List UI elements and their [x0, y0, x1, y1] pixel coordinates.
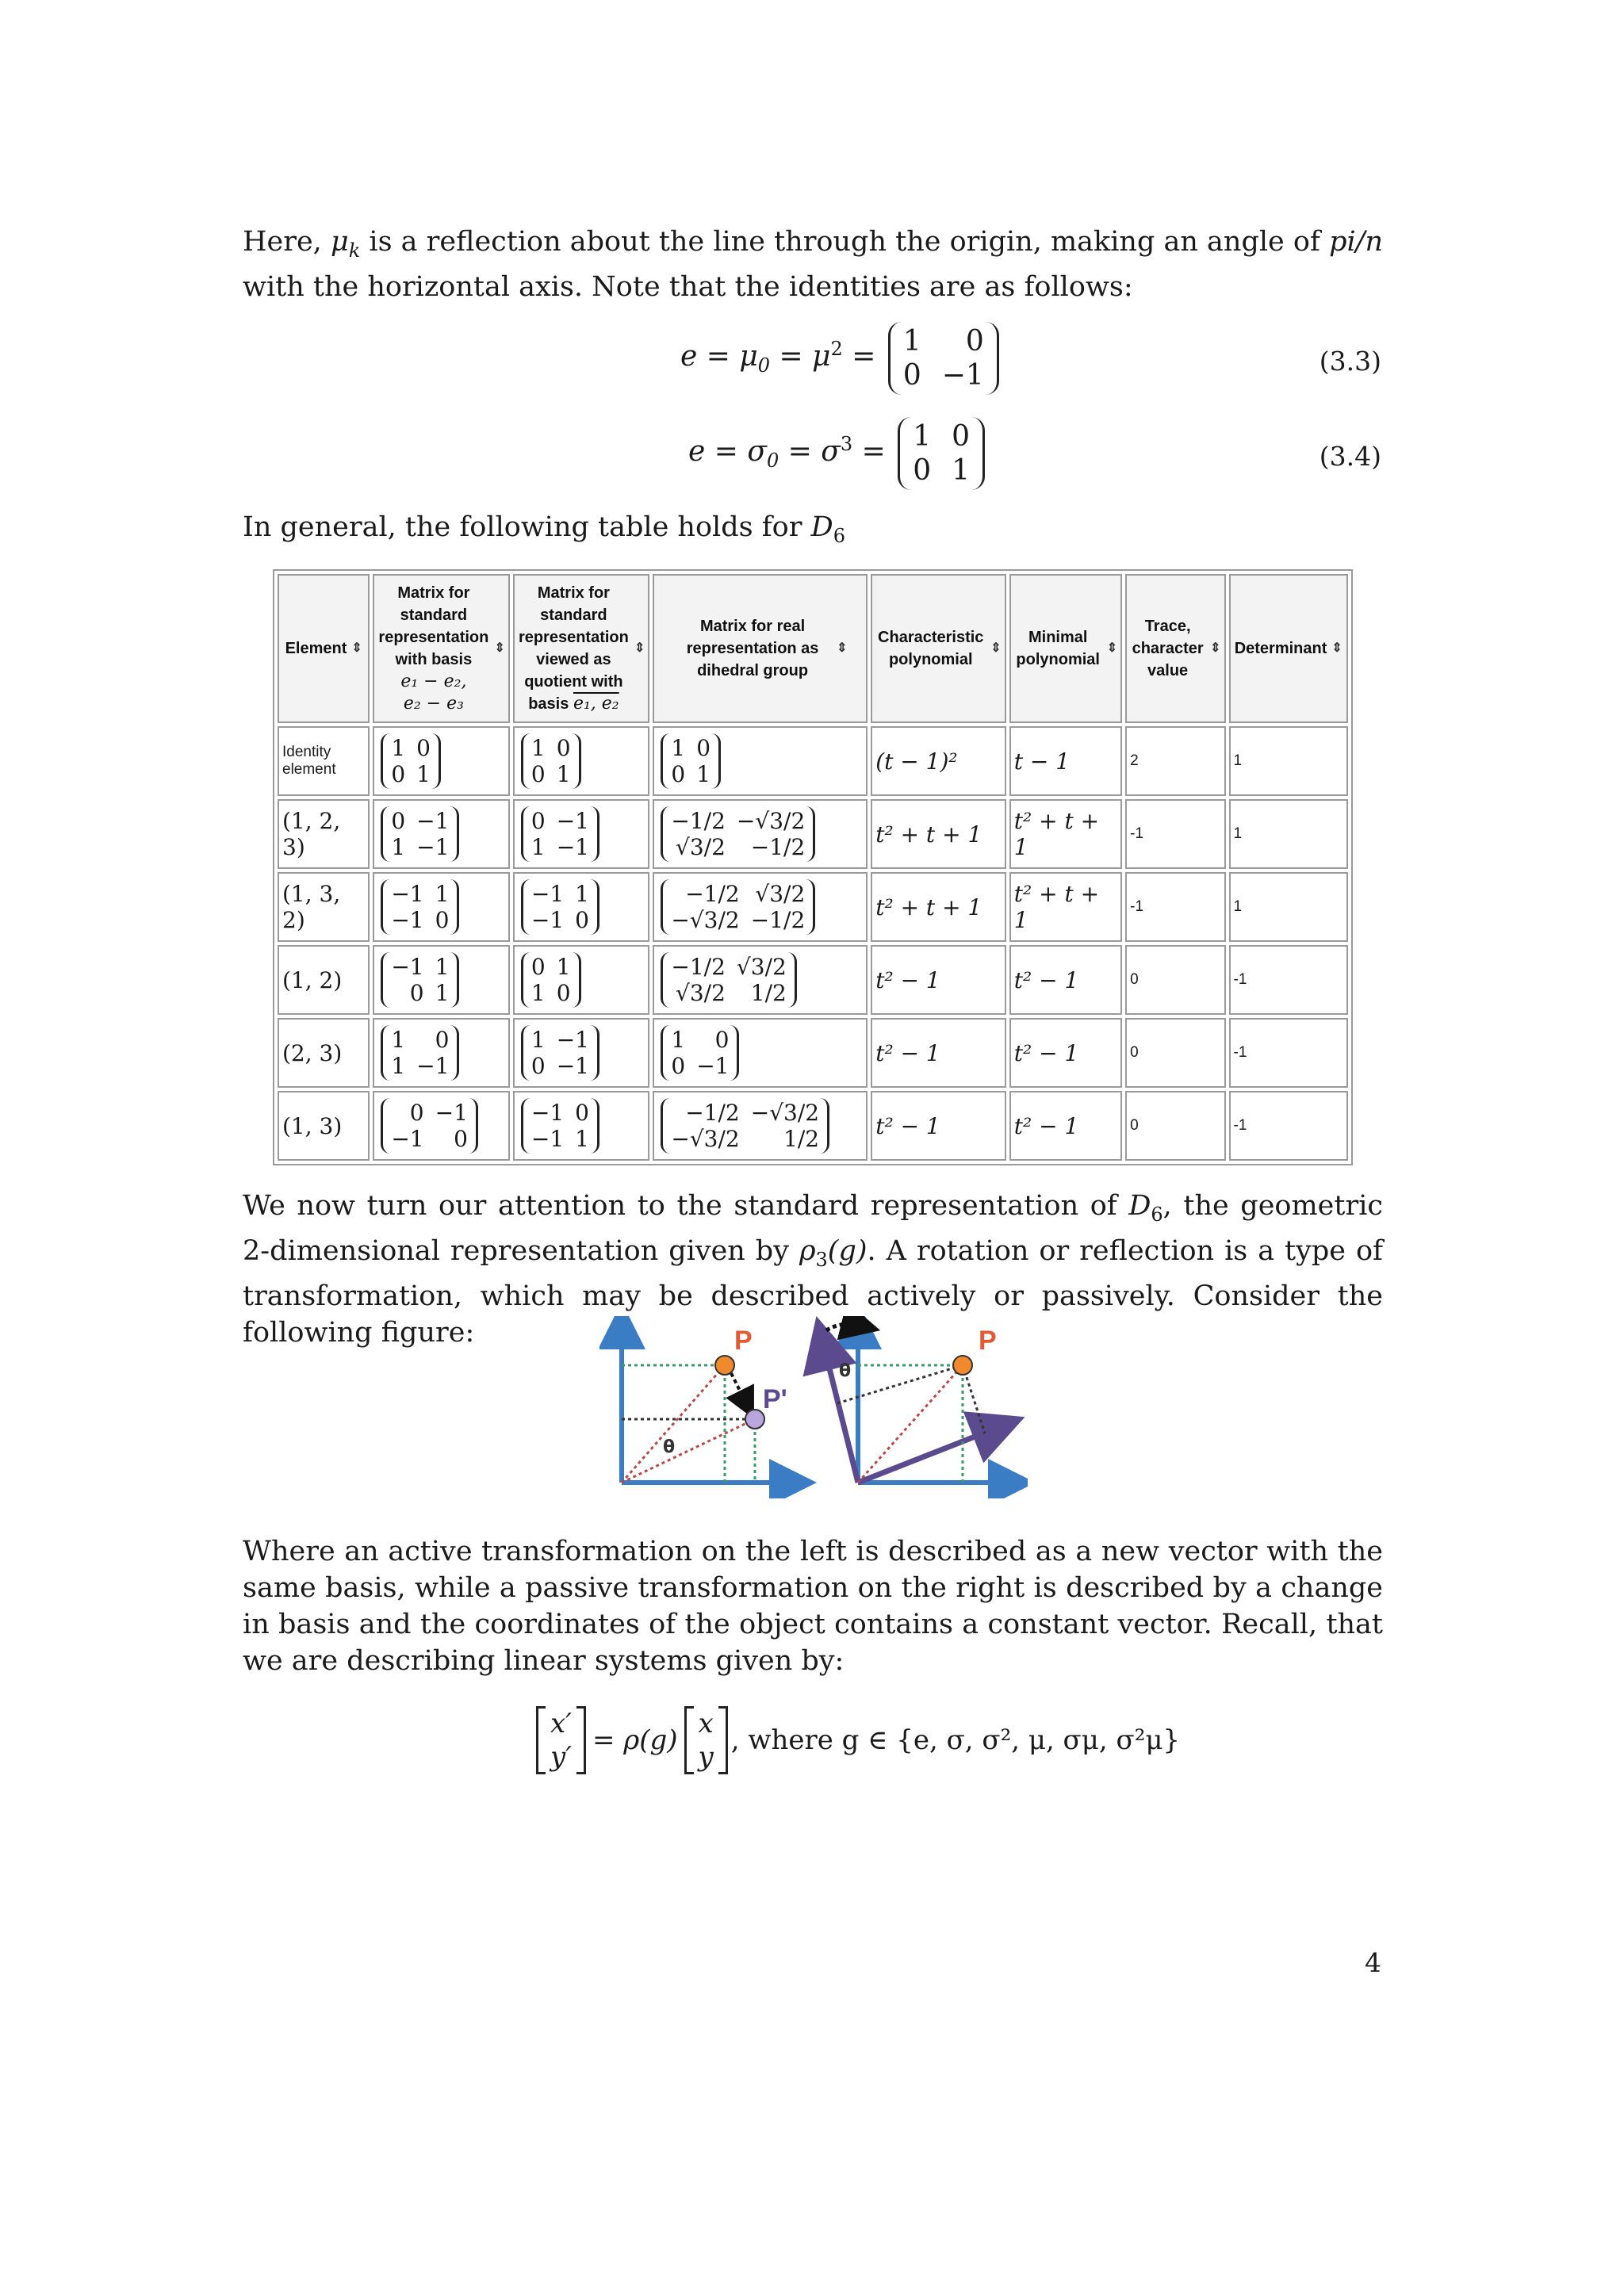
- equation-number-3-3: (3.3): [1319, 346, 1381, 377]
- header-determinant[interactable]: Determinant ⇕: [1229, 574, 1349, 723]
- matrix-3-3: 1 0 0 −1: [888, 322, 999, 395]
- cell-quotient-matrix: [513, 872, 650, 942]
- cell-determinant: 1: [1229, 726, 1349, 796]
- cell-trace: -1: [1125, 872, 1225, 942]
- vector-primed: x′ y′: [536, 1706, 586, 1774]
- equation-number-3-4: (3.4): [1319, 441, 1381, 472]
- cell-trace: 2: [1125, 726, 1225, 796]
- cell-standard-matrix: [373, 945, 510, 1015]
- mu-symbol: μ: [330, 226, 349, 258]
- table-row: [278, 1018, 1348, 1088]
- matrix: 0 −1 1 −1: [381, 806, 459, 862]
- point-p-prime: [745, 1410, 764, 1429]
- cell-trace: 0: [1125, 1018, 1225, 1088]
- cell-minimal-polynomial: t² − 1: [1009, 945, 1122, 1015]
- cell-element: (1, 3, 2): [278, 872, 370, 942]
- cell-quotient-matrix: [513, 1091, 650, 1161]
- cell-element: (1, 3): [278, 1091, 370, 1161]
- matrix: −1/2 −√3/2 √3/2 −1/2: [661, 806, 815, 862]
- cell-trace: 0: [1125, 1091, 1225, 1161]
- matrix: 1 0 1 −1: [381, 1025, 459, 1081]
- vector-xy: x y: [684, 1706, 728, 1774]
- cell-determinant: 1: [1229, 872, 1349, 942]
- matrix: 0 −1 −1 0: [381, 1098, 478, 1154]
- equation-3-4: $e = \sigma_0 = \sigma^3$ = 1 0 0 1: [688, 417, 988, 490]
- matrix: −1 1 −1 0: [521, 879, 599, 935]
- table-row: [278, 872, 1348, 942]
- angle-text: pi/n: [1329, 226, 1384, 258]
- cell-minimal-polynomial: t² − 1: [1009, 1018, 1122, 1088]
- header-characteristic-polynomial[interactable]: Characteristic polynomial ⇕: [871, 574, 1006, 723]
- matrix: 1 0 0 1: [381, 733, 441, 789]
- cell-characteristic-polynomial: t² − 1: [871, 1018, 1006, 1088]
- matrix: 1 0 0 1: [661, 733, 721, 789]
- page-number: 4: [1365, 1947, 1381, 1978]
- table-row: [278, 945, 1348, 1015]
- table-header-row: [278, 574, 1348, 723]
- cell-standard-matrix: [373, 799, 510, 869]
- cell-determinant: -1: [1229, 945, 1349, 1015]
- matrix: 0 −1 1 −1: [521, 806, 599, 862]
- intro-paragraph: Here, $\mu_k$ is a reflection about the line through the origin, making an angle of pi/n with the horizontal axis. Note that the identities are as follows:: [243, 226, 1384, 303]
- cell-minimal-polynomial: t² − 1: [1009, 1091, 1122, 1161]
- cell-real-matrix: [653, 872, 868, 942]
- matrix: −1 1 −1 0: [381, 879, 459, 935]
- table-row: [278, 1091, 1348, 1161]
- cell-element: (1, 2, 3): [278, 799, 370, 869]
- cell-quotient-matrix: [513, 726, 650, 796]
- point-p: [715, 1356, 734, 1375]
- cell-determinant: -1: [1229, 1091, 1349, 1161]
- cell-standard-matrix: [373, 1018, 510, 1088]
- cell-minimal-polynomial: t − 1: [1009, 726, 1122, 796]
- cell-characteristic-polynomial: t² − 1: [871, 945, 1006, 1015]
- cell-real-matrix: [653, 799, 868, 869]
- sort-icon[interactable]: ⇕: [1210, 641, 1221, 655]
- cell-quotient-matrix: [513, 799, 650, 869]
- cell-real-matrix: [653, 726, 868, 796]
- cell-standard-matrix: [373, 726, 510, 796]
- equation-3-3: $e = \mu_0 = \mu^2$ = 1 0 0 −1: [680, 322, 1002, 395]
- sort-icon[interactable]: ⇕: [990, 641, 1002, 655]
- linear-system-equation: x′ y′ = ρ(g) x y , where g ∈ {e, σ, σ², μ, σμ, σ²μ}: [533, 1706, 1180, 1774]
- cell-determinant: 1: [1229, 799, 1349, 869]
- sort-icon[interactable]: ⇕: [1331, 641, 1342, 655]
- cell-trace: 0: [1125, 945, 1225, 1015]
- cell-determinant: -1: [1229, 1018, 1349, 1088]
- cell-standard-matrix: [373, 872, 510, 942]
- header-minimal-polynomial[interactable]: Minimal polynomial ⇕: [1009, 574, 1122, 723]
- table-intro-paragraph: In general, the following table holds for $D_6$: [243, 511, 845, 547]
- transformation-figure: [599, 1316, 1028, 1498]
- matrix: −1/2 √3/2 √3/2 1/2: [661, 952, 796, 1008]
- cell-characteristic-polynomial: (t − 1)²: [871, 726, 1006, 796]
- table-row: [278, 726, 1348, 796]
- cell-standard-matrix: [373, 1091, 510, 1161]
- matrix: −1/2 √3/2 −√3/2 −1/2: [661, 879, 815, 935]
- header-element[interactable]: Element ⇕: [278, 574, 370, 723]
- matrix: −1 0 −1 1: [521, 1098, 599, 1154]
- sort-icon[interactable]: ⇕: [634, 641, 645, 655]
- cell-element: (1, 2): [278, 945, 370, 1015]
- cell-characteristic-polynomial: t² + t + 1: [871, 799, 1006, 869]
- matrix: −1/2 −√3/2 −√3/2 1/2: [661, 1098, 829, 1154]
- matrix: 0 1 1 0: [521, 952, 581, 1008]
- sort-icon[interactable]: ⇕: [351, 641, 362, 655]
- standard-rep-paragraph: We now turn our attention to the standard representation of $D_6$, the geometric 2-dimensional representation given by $\rho_3(g)$. A rotation or reflection is a type of transformation, which may be described actively or passively. Consider the following figure:: [243, 1190, 1383, 1349]
- sort-icon[interactable]: ⇕: [494, 641, 505, 655]
- cell-characteristic-polynomial: t² + t + 1: [871, 872, 1006, 942]
- cell-real-matrix: [653, 945, 868, 1015]
- cell-minimal-polynomial: t² + t + 1: [1009, 799, 1122, 869]
- matrix: 1 0 0 −1: [661, 1025, 739, 1081]
- cell-real-matrix: [653, 1091, 868, 1161]
- label-p-prime: P': [763, 1384, 787, 1414]
- passive-transformation-panel: [823, 1324, 1012, 1483]
- matrix-3-4: 1 0 0 1: [898, 417, 985, 490]
- header-real-matrix[interactable]: Matrix for real representation as dihedral group ⇕: [653, 574, 868, 723]
- label-theta-left: θ: [663, 1437, 676, 1457]
- matrix: 1 −1 0 −1: [521, 1025, 599, 1081]
- table-row: [278, 799, 1348, 869]
- cell-quotient-matrix: [513, 1018, 650, 1088]
- header-standard-matrix[interactable]: Matrix for standard representation with basis e₁ − e₂, e₂ − e₃ ⇕: [373, 574, 510, 723]
- active-transformation-panel: [622, 1326, 793, 1483]
- cell-quotient-matrix: [513, 945, 650, 1015]
- cell-real-matrix: [653, 1018, 868, 1088]
- header-trace[interactable]: Trace, character value ⇕: [1125, 574, 1225, 723]
- cell-element: (2, 3): [278, 1018, 370, 1088]
- sort-icon[interactable]: ⇕: [837, 641, 848, 655]
- sort-icon[interactable]: ⇕: [1106, 641, 1118, 655]
- matrix: 1 0 0 1: [521, 733, 581, 789]
- cell-characteristic-polynomial: t² − 1: [871, 1091, 1006, 1161]
- cell-minimal-polynomial: t² + t + 1: [1009, 872, 1122, 942]
- matrix: −1 1 0 1: [381, 952, 459, 1008]
- label-theta-right: θ: [839, 1361, 852, 1381]
- point-p-right: [953, 1356, 972, 1375]
- label-p: P: [734, 1326, 753, 1356]
- d6-representation-table: [273, 569, 1353, 1165]
- rotated-x-axis: [858, 1427, 999, 1483]
- active-passive-paragraph: Where an active transformation on the left is described as a new vector with the same basis, while a passive transformation on the right is described by a change in basis and the coordinates of the object contains a constant vector. Recall, that we are describing linear systems given by:: [243, 1536, 1383, 1677]
- cell-element: Identity element: [278, 726, 370, 796]
- cell-trace: -1: [1125, 799, 1225, 869]
- header-quotient-matrix[interactable]: Matrix for standard representation viewed as quotient with basis e₁, e₂ ⇕: [513, 574, 650, 723]
- label-p-right: P: [979, 1326, 997, 1356]
